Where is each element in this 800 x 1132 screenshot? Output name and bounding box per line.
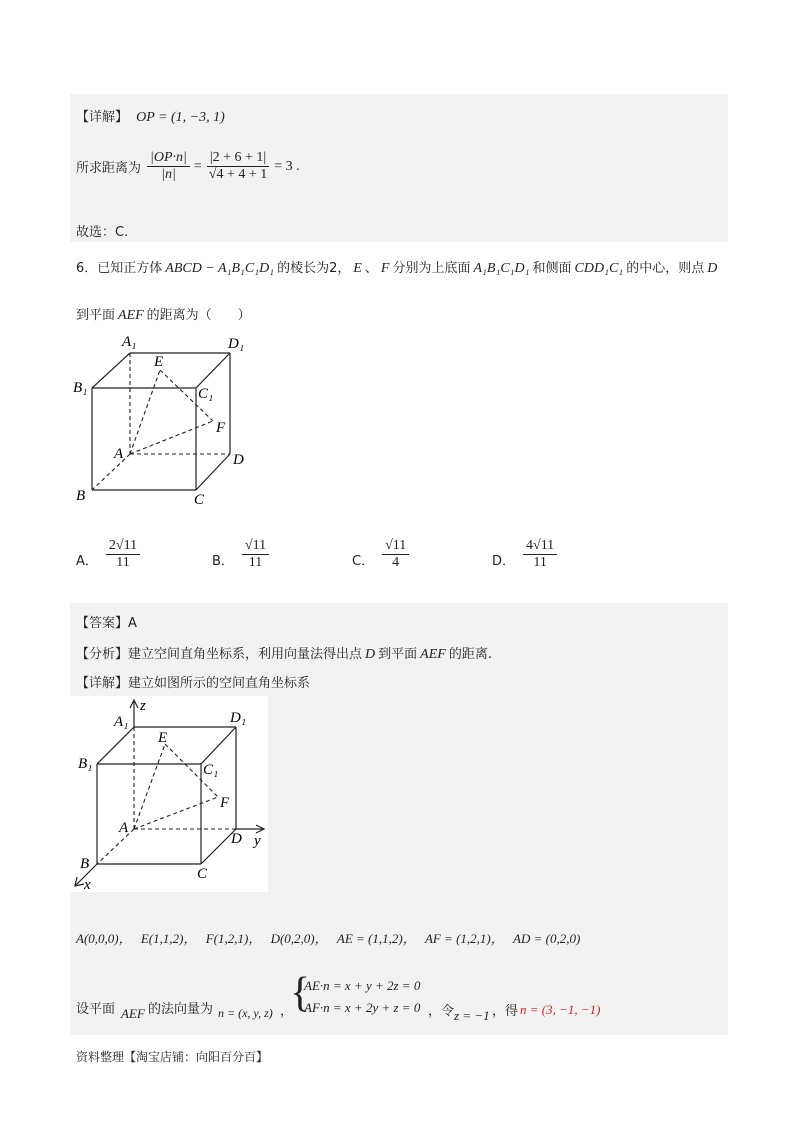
label-b: B <box>76 488 86 504</box>
distance-result: = 3 . <box>274 158 300 174</box>
label-b1: B₁ <box>73 380 88 396</box>
label-f: F <box>220 795 230 811</box>
edge-d1c1 <box>196 353 230 388</box>
label-a: A <box>119 820 129 836</box>
label-e: E <box>158 730 168 746</box>
normal-plane: AEF <box>121 1006 145 1021</box>
vec-af: AF = (1,2,1)， <box>424 931 504 946</box>
normal-vec: n = (x, y, z) <box>218 1006 273 1020</box>
system-eq1: AE·n = x + y + 2z = 0 <box>304 978 421 993</box>
segment-ae <box>130 370 160 454</box>
normal-prefix-line: 设平面 <box>76 1002 116 1017</box>
vec-ad: AD = (0,2,0) <box>513 931 581 946</box>
normal-result: n = (3, −1, −1) <box>520 1002 601 1017</box>
label-b: B <box>80 856 90 872</box>
choice-d[interactable]: D． $\frac{4√11}{11}$ <box>492 538 557 571</box>
label-b1: B₁ <box>78 756 93 772</box>
op-vector: OP = (1, −3, 1) <box>136 110 225 125</box>
answer-line: 【答案】A <box>76 616 137 631</box>
label-y: y <box>254 833 261 849</box>
analysis-line: 【分析】建立空间直角坐标系，利用向量法得出点 D 到平面 AEF 的距离. <box>76 647 492 662</box>
cube-figure-2 <box>70 696 268 892</box>
distance-fraction-1: $\frac{|OP\cdot n|}{|n|}$ <box>147 150 190 183</box>
system-eq2: AF·n = x + 2y + z = 0 <box>304 1000 421 1015</box>
label-d: D <box>231 831 242 847</box>
label-x: x <box>84 877 91 892</box>
detail-line: 【详解】建立如图所示的空间直角坐标系 <box>76 676 311 691</box>
edge-ab <box>92 454 130 490</box>
normal-mid: 的法向量为 <box>148 1002 214 1017</box>
normal-z: z = −1 <box>454 1008 490 1023</box>
normal-comma: ， <box>280 1004 294 1019</box>
choice-a[interactable]: A． $\frac{2√11}{11}$ <box>76 538 140 571</box>
detail-label: 【详解】 <box>76 110 129 125</box>
cube-figure-1 <box>70 330 270 510</box>
system-brace: { <box>290 970 311 1016</box>
cube-name: ABCD − A₁B₁C₁D₁ <box>165 261 275 276</box>
label-d: D <box>233 452 244 468</box>
label-f: F <box>216 420 226 436</box>
question-line-1: 6．已知正方体 ABCD − A₁B₁C₁D₁ 的棱长为2， E 、 F 分别为上底面 A₁B₁C₁D₁ 和侧面 CDD₁C₁ 的中心，则点 D <box>76 261 718 276</box>
question-line-2: 到平面 AEF 的距离为（ ） <box>76 308 251 323</box>
distance-prefix: 所求距离为 <box>76 161 142 177</box>
side-face: CDD₁C₁ <box>574 261 624 276</box>
vec-ae: AE = (1,1,2)， <box>336 931 416 946</box>
prev-distance-line: 所求距离为 $\frac{|OP\cdot n|}{|n|}$ = $\frac{|2 + 6 + 1|}{√4 + 4 + 1}$ = 3 . <box>76 150 300 183</box>
answer-value: A <box>128 616 137 631</box>
prev-select-text: 故选：C. <box>76 225 129 240</box>
label-z: z <box>140 698 146 714</box>
label-c: C <box>194 492 205 508</box>
segment-af <box>130 421 213 454</box>
label-c1: C₁ <box>203 762 219 778</box>
edge-b1a1 <box>92 353 130 388</box>
coord-e: E(1,1,2)， <box>140 931 197 946</box>
choice-b[interactable]: B． $\frac{√11}{11}$ <box>212 538 269 571</box>
top-face: A₁B₁C₁D₁ <box>473 261 530 276</box>
normal-let: ，令 <box>428 1004 455 1019</box>
edge-cd <box>196 454 230 490</box>
coord-a: A(0,0,0)， <box>76 931 132 946</box>
normal-get: ，得 <box>492 1004 519 1019</box>
label-a1: A₁ <box>114 714 129 730</box>
label-c: C <box>197 866 208 882</box>
distance-fraction-2: $\frac{|2 + 6 + 1|}{√4 + 4 + 1}$ <box>208 150 268 183</box>
label-e: E <box>154 354 164 370</box>
footer-text: 资料整理【淘宝店铺：向阳百分百】 <box>76 1050 269 1064</box>
label-a: A <box>114 446 124 462</box>
label-d1: D₁ <box>228 336 245 352</box>
coord-d: D(0,2,0)， <box>270 931 328 946</box>
coord-f: F(1,2,1)， <box>205 931 262 946</box>
coords-line <box>76 928 580 947</box>
label-c1: C₁ <box>198 386 214 402</box>
label-a1: A₁ <box>122 334 137 350</box>
label-d1: D₁ <box>230 710 247 726</box>
prev-detail-line <box>76 106 225 126</box>
choice-c[interactable]: C． $\frac{√11}{4}$ <box>352 538 409 571</box>
